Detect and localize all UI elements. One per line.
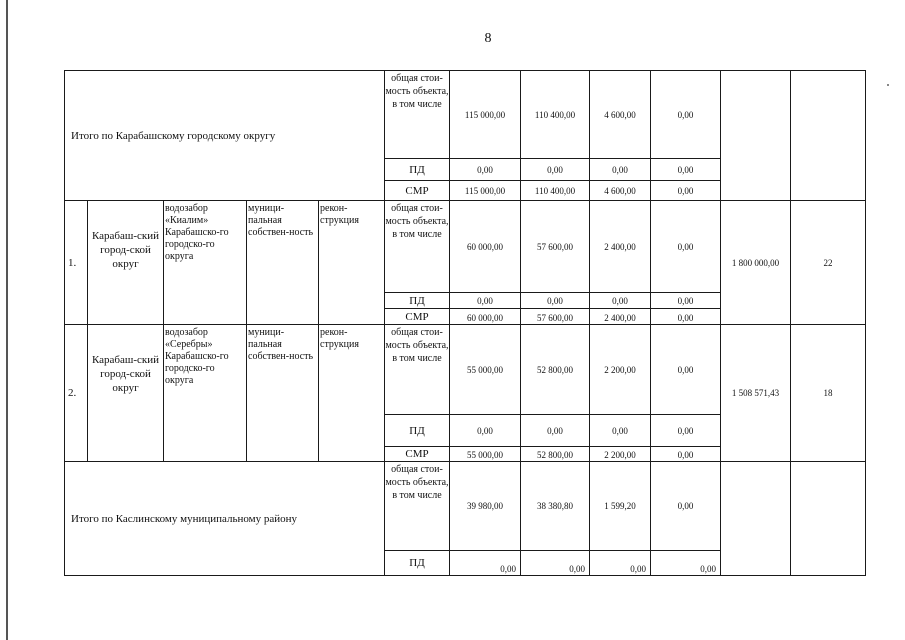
pd-value: 0,00: [547, 164, 563, 175]
pd-value: 0,00: [547, 295, 563, 306]
ownership: муници-пальная собствен-ность: [248, 203, 314, 238]
pd-value: 0,00: [569, 564, 585, 574]
total-cost-label: общая стои-мость объекта, в том числе: [385, 327, 449, 364]
total-cost-value: 39 980,00: [467, 501, 503, 511]
smr-label: СМР: [405, 310, 429, 323]
pd-value: 0,00: [477, 164, 493, 175]
pd-value: 0,00: [477, 295, 493, 306]
limit-value: 1 800 000,00: [731, 257, 780, 268]
municipality: Карабаш-ский город-ской округ: [91, 230, 160, 270]
smr-value: 0,00: [677, 313, 694, 323]
ownership: муници-пальная собствен-ность: [248, 327, 314, 362]
object-name: водозабор «Серебры» Карабашско-го городско-го округа: [165, 327, 229, 386]
work-type: рекон-струкция: [320, 203, 359, 226]
total-cost-value: 0,00: [677, 241, 694, 252]
pd-label: ПД: [409, 557, 425, 569]
kasli-total-title: Итого по Каслинскому муниципальному району: [71, 512, 298, 525]
pd-value: 0,00: [700, 564, 716, 574]
smr-value: 52 800,00: [537, 450, 573, 460]
smr-value: 110 400,00: [534, 185, 576, 196]
total-cost-label: общая стои-мость объекта, в том числе: [385, 73, 449, 110]
total-cost-value: 38 380,80: [537, 501, 573, 511]
smr-value: 4 600,00: [604, 185, 636, 196]
pd-label: ПД: [409, 163, 425, 176]
total-cost-label: общая стои-мость объекта, в том числе: [385, 464, 449, 501]
object-name: водозабор «Киалим» Карабашско-го городско-го округа: [165, 203, 229, 262]
pd-label: ПД: [409, 424, 425, 437]
municipality: Карабаш-ский город-ской округ: [91, 354, 160, 394]
pd-value: 0,00: [677, 164, 694, 175]
total-cost-value: 115 000,00: [464, 109, 506, 120]
pd-value: 0,00: [677, 295, 694, 306]
pd-value: 0,00: [477, 425, 493, 436]
total-cost-value: 52 800,00: [537, 364, 573, 375]
count-value: 22: [823, 257, 833, 268]
total-cost-value: 2 400,00: [604, 241, 636, 252]
limit-value: 1 508 571,43: [731, 388, 780, 398]
pd-value: 0,00: [677, 425, 694, 436]
total-cost-value: 4 600,00: [604, 109, 636, 120]
karabash-total-title: Итого по Карабашскому городскому округу: [71, 129, 276, 142]
total-cost-value: 57 600,00: [537, 241, 573, 252]
row-index: 1.: [68, 256, 77, 269]
pd-value: 0,00: [547, 425, 563, 436]
total-cost-value: 110 400,00: [534, 109, 576, 120]
pd-value: 0,00: [612, 295, 628, 306]
smr-value: 60 000,00: [467, 313, 503, 323]
pd-value: 0,00: [500, 564, 516, 574]
pd-value: 0,00: [630, 564, 646, 574]
smr-value: 0,00: [677, 450, 694, 460]
count-value: 18: [823, 388, 833, 398]
smr-label: СМР: [405, 448, 429, 460]
pd-value: 0,00: [612, 164, 628, 175]
total-cost-label: общая стои-мость объекта, в том числе: [385, 203, 449, 240]
work-type: рекон-струкция: [320, 327, 359, 350]
total-cost-value: 2 200,00: [604, 364, 636, 375]
page-number: 8: [484, 31, 492, 46]
pd-label: ПД: [409, 294, 425, 307]
smr-value: 57 600,00: [537, 313, 573, 323]
smr-value: 2 400,00: [604, 313, 636, 323]
total-cost-value: 55 000,00: [467, 364, 503, 375]
total-cost-value: 0,00: [677, 364, 694, 375]
smr-value: 2 200,00: [604, 450, 636, 460]
total-cost-value: 0,00: [677, 501, 694, 511]
smr-label: СМР: [405, 184, 429, 197]
pd-value: 0,00: [612, 425, 628, 436]
total-cost-value: 60 000,00: [467, 241, 503, 252]
total-cost-value: 0,00: [677, 109, 694, 120]
smr-value: 55 000,00: [467, 450, 503, 460]
smr-value: 115 000,00: [464, 185, 506, 196]
smr-value: 0,00: [677, 185, 694, 196]
row-index: 2.: [68, 387, 77, 399]
total-cost-value: 1 599,20: [604, 501, 636, 511]
